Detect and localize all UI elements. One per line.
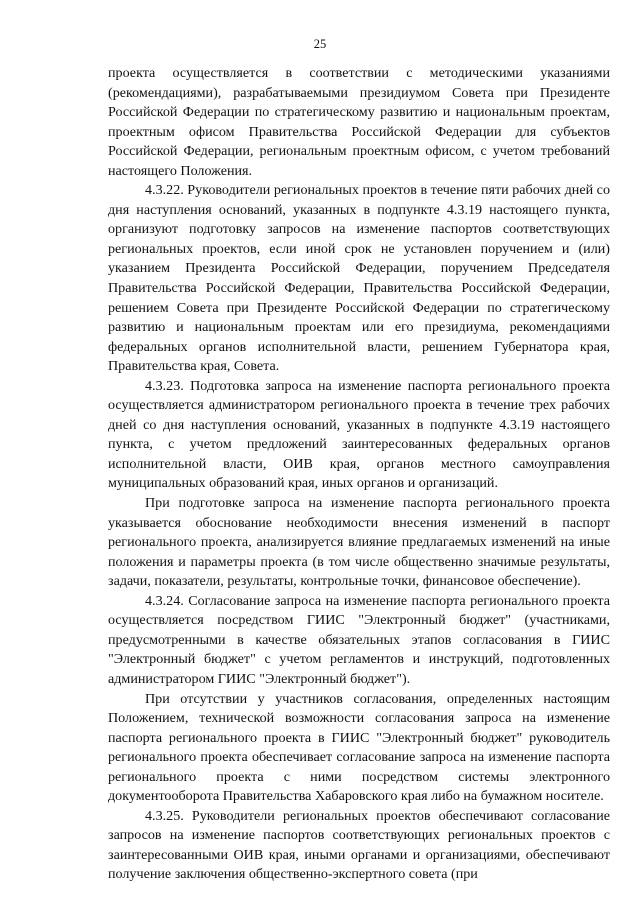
paragraph-4-3-24: 4.3.24. Согласование запроса на изменение паспорта регионального проекта осуществляется посредством ГИИС "Электронный бюджет" (участниками, предусмотренными в качестве обязательных этапов согласования в ГИИС "Электронный бюджет" с учетом регламентов и инструкций, подготовленных администратором ГИИС "Электронный бюджет"). xyxy=(108,592,610,687)
paragraph-4-3-25: 4.3.25. Руководители региональных проектов обеспечивают согласование запросов на изменение паспортов соответствующих региональных проектов с заинтересованными ОИВ края, иными органами и организациями, обеспечивают получение заключения общественно-экспертного совета (при xyxy=(108,807,610,883)
paragraph-request-justification: При подготовке запроса на изменение паспорта регионального проекта указывается обоснование необходимости внесения изменений в паспорт регионального проекта, анализируется влияние предлагаемых изменений на иные положения и параметры проекта (в том числе общественно значимые результаты, задачи, показатели, результаты, контрольные точки, финансовое обеспечение). xyxy=(108,495,610,590)
paragraph-no-technical-capability: При отсутствии у участников согласования, определенных настоящим Положением, технической возможности согласования запроса на изменение паспорта регионального проекта в ГИИС "Электронный бюджет" руководитель регионального проекта обеспечивает согласование запроса на изменение паспорта регионального проекта с ними посредством системы электронного документооборота Правительства Хабаровского края либо на бумажном носителе. xyxy=(108,690,610,805)
paragraph-4-3-22: 4.3.22. Руководители региональных проектов в течение пяти рабочих дней со дня наступления оснований, указанных в подпункте 4.3.19 настоящего пункта, организуют подготовку запросов на изменение паспортов соответствующих региональных проектов, если иной срок не установлен поручением и (или) указанием Президента Российской Федерации, поручением Председателя Правительства Российской Федерации, Правительства Российской Федерации, решением Совета при Президенте Российской Федерации по стратегическому развитию и национальным проектам или его президиума, рекомендациями федеральных органов исполнительной власти, решением Губернатора края, Правительства края, Совета. xyxy=(108,182,610,375)
page-number: 25 xyxy=(313,37,327,51)
document-body xyxy=(108,64,610,885)
paragraph-continuation: проекта осуществляется в соответствии с методическими указаниями (рекомендациями), разрабатываемыми президиумом Совета при Президенте Российской Федерации по стратегическому развитию и национальным проектам, проектным офисом Правительства Российской Федерации для субъектов Российской Федерации, региональным проектным офисом, с учетом требований настоящего Положения. xyxy=(108,65,610,179)
paragraph-4-3-23: 4.3.23. Подготовка запроса на изменение паспорта регионального проекта осуществляется администратором регионального проекта в течение трех рабочих дней со дня наступления оснований, указанных в подпункте 4.3.19 настоящего пункта, с учетом предложений заинтересованных федеральных органов исполнительной власти, ОИВ края, органов местного самоуправления муниципальных образований края, иных органов и организаций. xyxy=(108,377,610,492)
